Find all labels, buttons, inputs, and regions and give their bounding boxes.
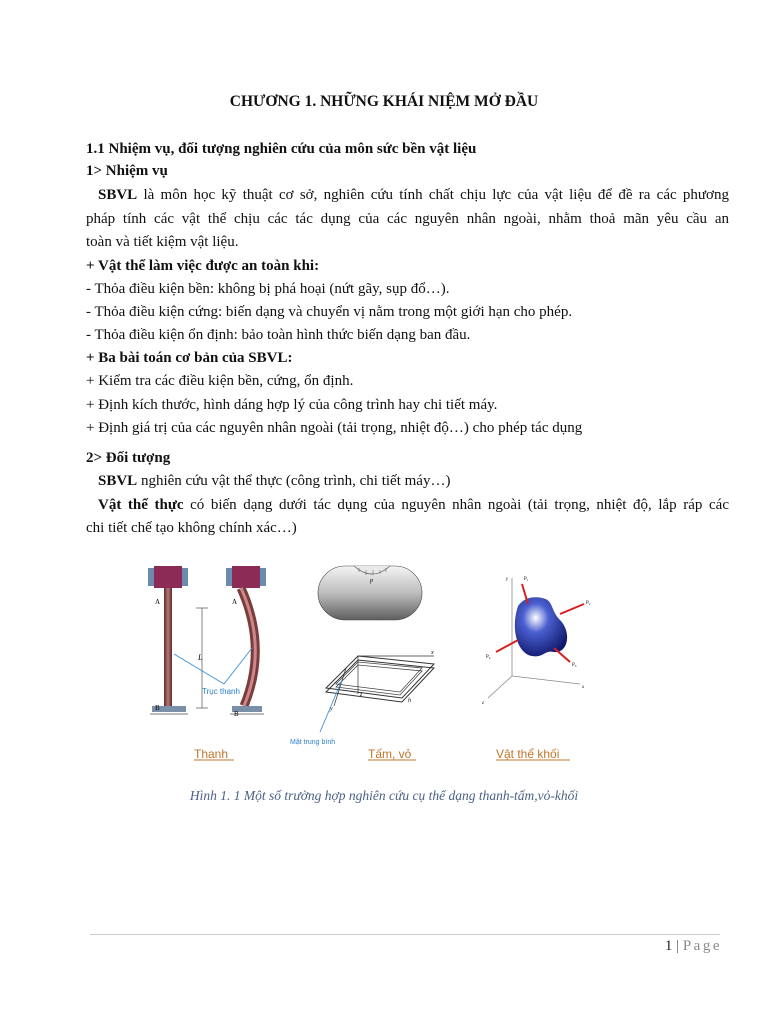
paragraph-3-line-1: [86, 495, 729, 515]
chapter-title: CHƯƠNG 1. NHỮNG KHÁI NIỆM MỞ ĐẦU: [229, 93, 539, 110]
label-thanh: Thanh: [194, 747, 229, 761]
label-p1: P₁: [524, 577, 529, 582]
list-item: - Thỏa điều kiện cứng: biến dạng và chuyển vị nằm trong một giới hạn cho phép.: [86, 304, 573, 320]
paragraph-2: [86, 471, 450, 491]
cylinder-shell-drawing: [318, 566, 422, 620]
plate-drawing: [326, 656, 434, 706]
paragraph-text: có biến dạng dưới tác dụng của nguyên nhân ngoài (tải trọng, nhiệt độ, lắp ráp các: [183, 497, 729, 513]
label-b-1: B: [155, 704, 160, 712]
page-number: 1: [664, 938, 673, 954]
label-thickness: h: [408, 698, 411, 704]
page-word: Page: [682, 938, 722, 954]
label-p3: P₃: [572, 663, 577, 668]
paragraph-text: là môn học kỹ thuật cơ sở, nghiên cứu tính chất chịu lực của vật liệu để đề ra các phương: [137, 187, 729, 203]
paragraph-1-line-2: pháp tính các vật thể chịu các tác dụng của các nguyên nhân ngoài, nhằm thoả mãn yêu cầu an: [86, 211, 729, 227]
bold-term: SBVL: [98, 187, 138, 203]
label-p2: P₂: [586, 601, 591, 606]
list-item: + Kiểm tra các điều kiện bền, cứng, ổn định.: [86, 373, 354, 389]
label-a-2: A: [232, 598, 238, 606]
label-length: L: [198, 653, 203, 662]
label-y-solid: y: [506, 577, 509, 582]
label-vat-the-khoi: Vật thể khối: [496, 747, 560, 761]
paragraph-1-line-3: toàn và tiết kiệm vật liệu.: [86, 234, 239, 250]
page-footer: [665, 938, 722, 955]
list-item: - Thỏa điều kiện ổn định: bảo toàn hình thức biến dạng ban đầu.: [86, 327, 471, 343]
label-mat-trung-binh: Mặt trung bình: [290, 739, 336, 746]
footer-divider: [90, 934, 720, 935]
bold-term: SBVL: [98, 473, 138, 489]
section-heading-1-1: 1.1 Nhiệm vụ, đối tượng nghiên cứu của môn sức bền vật liệu: [86, 141, 477, 157]
figure-caption: Hình 1. 1 Một số trường hợp nghiên cứu cụ thể dạng thanh-tấm,vỏ-khối: [189, 788, 579, 803]
label-x-solid: x: [582, 685, 585, 690]
label-p4: P₄: [486, 655, 491, 660]
list-item: + Định giá trị của các nguyên nhân ngoài (tải trọng, nhiệt độ…) cho phép tác dụng: [86, 420, 583, 436]
bold-term: Vật thể thực: [98, 497, 184, 513]
label-truc-thanh: Trục thanh: [202, 687, 240, 696]
list-item: - Thỏa điều kiện bền: không bị phá hoại (nứt gãy, sụp đổ…).: [86, 281, 450, 297]
label-a-1: A: [155, 598, 161, 606]
solid-body-drawing: [488, 578, 584, 698]
problems-heading: + Ba bài toán cơ bản của SBVL:: [86, 350, 293, 366]
label-z-solid: z: [482, 701, 484, 706]
figure-illustration: [140, 558, 610, 773]
subheading-nhiem-vu: 1> Nhiệm vụ: [86, 163, 168, 179]
paragraph-3-line-2: chi tiết chế tạo không chính xác…): [86, 520, 297, 536]
label-tam-vo: Tấm, vỏ: [368, 747, 412, 761]
safe-heading: + Vật thể làm việc được an toàn khi:: [86, 258, 320, 274]
footer-separator: |: [676, 938, 680, 954]
label-x-plate: x: [431, 650, 434, 656]
paragraph-text: nghiên cứu vật thể thực (công trình, chi tiết máy…): [137, 473, 451, 489]
straight-bar-drawing: [148, 566, 188, 714]
subheading-doi-tuong: 2> Đối tượng: [86, 450, 171, 466]
label-pressure: p: [370, 578, 373, 584]
label-b-2: B: [234, 710, 239, 718]
label-z-plate: z: [360, 692, 363, 698]
label-y-plate: y: [330, 706, 333, 712]
paragraph-1-line-1: [86, 185, 729, 205]
list-item: + Định kích thước, hình dáng hợp lý của công trình hay chi tiết máy.: [86, 397, 498, 413]
